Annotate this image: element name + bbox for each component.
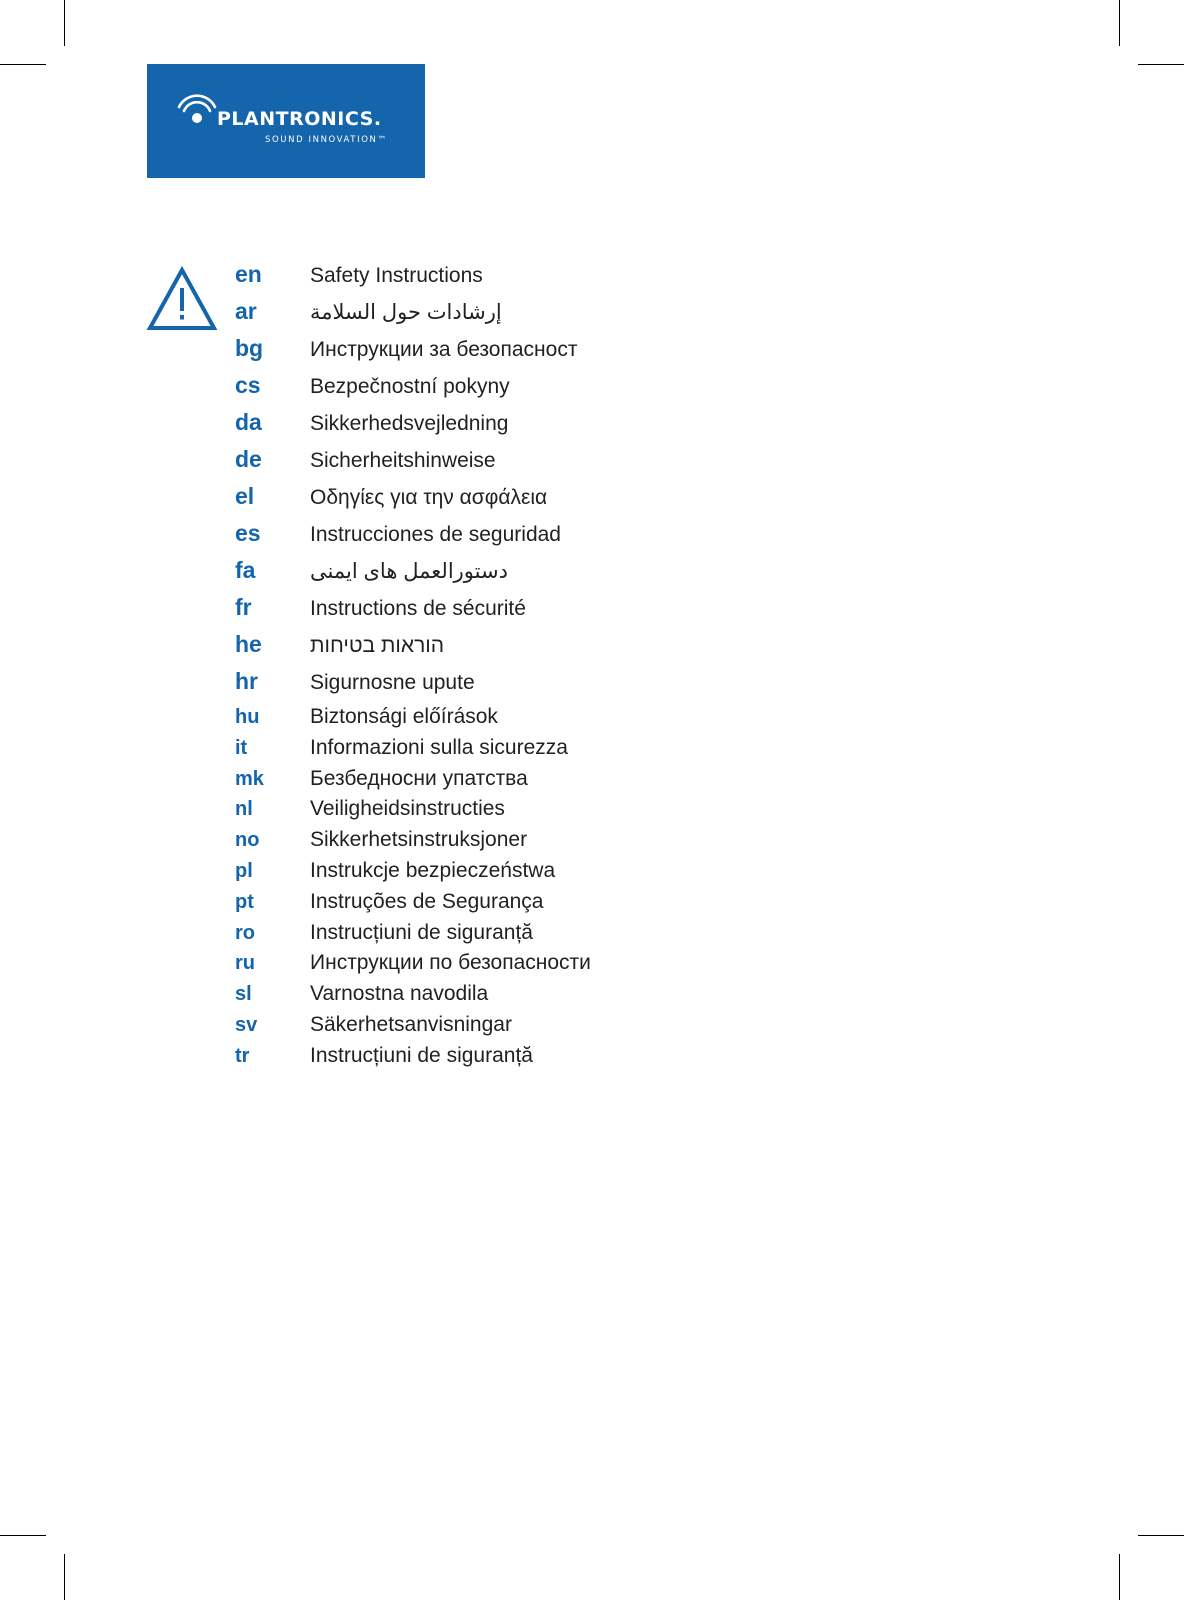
language-code: fr — [235, 594, 252, 620]
language-title: Οδηγίες για την ασφάλεια — [310, 486, 548, 509]
language-row-hr — [235, 668, 591, 705]
language-title: Инструкции по безопасности — [310, 951, 591, 975]
warning-triangle-icon — [146, 266, 218, 332]
logo-brand-name: PLANTRONICS. — [217, 108, 382, 130]
language-title: Instrucciones de seguridad — [310, 523, 561, 546]
language-code: es — [235, 520, 261, 546]
language-row-nl — [235, 797, 591, 828]
language-title: Инструкции за безопасност — [310, 338, 578, 361]
language-title: Instructions de sécurité — [310, 597, 526, 620]
language-row-fa — [235, 557, 591, 594]
language-code: tr — [235, 1044, 250, 1067]
language-title: Instrukcje bezpieczeństwa — [310, 858, 556, 882]
language-title: Bezpečnostní pokyny — [310, 375, 510, 398]
language-list — [235, 261, 591, 1075]
language-code: fa — [235, 557, 256, 583]
language-title: Veiligheidsinstructies — [310, 797, 505, 821]
language-code: ro — [235, 921, 255, 944]
language-row-mk — [235, 767, 591, 798]
language-title: הוראות בטיחות — [310, 634, 445, 657]
language-code: ru — [235, 952, 255, 975]
language-row-el — [235, 483, 591, 520]
language-code: el — [235, 483, 255, 509]
language-row-da — [235, 409, 591, 446]
language-code: sv — [235, 1013, 258, 1036]
language-code: it — [235, 736, 248, 759]
language-row-bg — [235, 335, 591, 372]
language-row-sl — [235, 982, 591, 1013]
language-title: Informazioni sulla sicurezza — [310, 735, 568, 759]
plantronics-logo — [147, 64, 425, 178]
crop-mark — [64, 1554, 65, 1600]
logo-tagline: SOUND INNOVATION™ — [265, 135, 388, 145]
language-title: Sicherheitshinweise — [310, 449, 496, 472]
language-row-fr — [235, 594, 591, 631]
language-row-he — [235, 631, 591, 668]
language-code: hu — [235, 706, 260, 728]
language-row-no — [235, 828, 591, 859]
language-row-pt — [235, 890, 591, 921]
language-row-hu — [235, 705, 591, 736]
crop-mark — [1138, 64, 1184, 65]
crop-mark — [64, 0, 65, 46]
language-code: bg — [235, 335, 264, 361]
language-code: da — [235, 409, 262, 435]
language-code: mk — [235, 767, 264, 790]
language-title: Sikkerhetsinstruksjoner — [310, 828, 528, 852]
language-row-cs — [235, 372, 591, 409]
language-row-sv — [235, 1013, 591, 1044]
language-code: hr — [235, 668, 258, 694]
language-row-tr — [235, 1044, 591, 1075]
language-code: pt — [235, 890, 254, 913]
language-code: pl — [235, 859, 253, 882]
language-code: de — [235, 446, 262, 472]
language-row-en — [235, 261, 591, 298]
language-code: he — [235, 631, 262, 657]
language-title: Instrucțiuni de siguranță — [310, 920, 533, 944]
language-title: Instrucțiuni de siguranță — [310, 1043, 533, 1067]
language-row-ro — [235, 921, 591, 952]
language-title: Безбедносни упатства — [310, 766, 528, 790]
crop-mark — [0, 1535, 46, 1536]
language-title: Instruções de Segurança — [310, 889, 544, 913]
language-row-pl — [235, 859, 591, 890]
crop-mark — [1119, 0, 1120, 46]
language-code: nl — [235, 798, 253, 821]
crop-mark — [1119, 1554, 1120, 1600]
language-row-es — [235, 520, 591, 557]
language-row-ar — [235, 298, 591, 335]
language-row-de — [235, 446, 591, 483]
language-title: Varnostna navodila — [310, 982, 489, 1006]
language-code: sl — [235, 983, 252, 1006]
crop-mark — [1138, 1535, 1184, 1536]
language-title: Sigurnosne upute — [310, 671, 475, 694]
language-code: ar — [235, 298, 257, 324]
language-title: Biztonsági előírások — [310, 705, 498, 728]
language-title: دستورالعمل های ایمنی — [310, 560, 508, 583]
language-title: إرشادات حول السلامة — [310, 301, 502, 324]
language-row-it — [235, 736, 591, 767]
language-row-ru — [235, 951, 591, 982]
wireless-signal-icon — [175, 91, 219, 131]
language-title: Safety Instructions — [310, 264, 483, 287]
language-code: no — [235, 829, 260, 852]
language-title: Sikkerhedsvejledning — [310, 412, 509, 435]
language-title: Säkerhetsanvisningar — [310, 1012, 512, 1036]
language-code: en — [235, 261, 262, 287]
language-code: cs — [235, 372, 261, 398]
crop-mark — [0, 64, 46, 65]
